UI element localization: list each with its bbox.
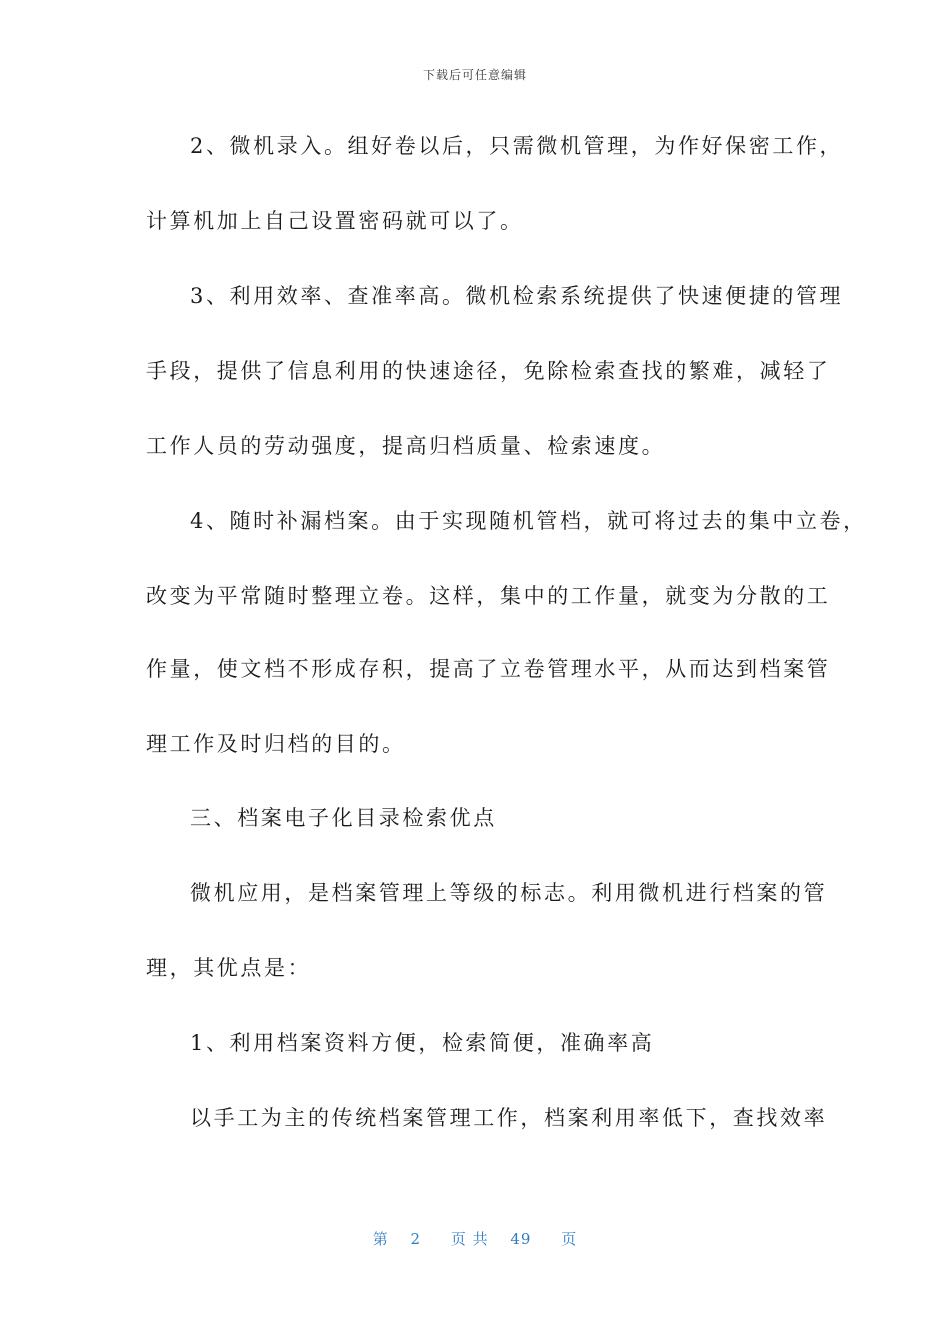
body-line-7: 改变为平常随时整理立卷。这样，集中的工作量，就变为分散的工 (146, 584, 831, 608)
body-line-12: 理，其优点是： (146, 956, 312, 980)
body-line-2: 计算机加上自己设置密码就可以了。 (146, 209, 524, 233)
body-line-6: 4、随时补漏档案。由于实现随机管档，就可将过去的集中立卷， (190, 509, 867, 533)
footer-page-number: 2 (410, 1230, 422, 1248)
body-line-14: 以手工为主的传统档案管理工作，档案利用率低下，查找效率 (190, 1106, 828, 1130)
body-line-9: 理工作及时归档的目的。 (146, 732, 406, 756)
page-footer (0, 1228, 950, 1249)
footer-prefix: 第 (372, 1230, 389, 1248)
body-line-4: 手段，提供了信息利用的快速途径，免除检索查找的繁难，减轻了 (146, 359, 831, 383)
footer-suffix: 页 (561, 1230, 578, 1248)
body-line-5: 工作人员的劳动强度，提高归档质量、检索速度。 (146, 434, 666, 458)
body-line-3: 3、利用效率、查准率高。微机检索系统提供了快速便捷的管理 (190, 284, 844, 308)
section-heading: 三、档案电子化目录检索优点 (190, 806, 497, 830)
body-line-13: 1、利用档案资料方便，检索简便，准确率高 (190, 1031, 655, 1055)
footer-middle: 页 共 (450, 1230, 489, 1248)
body-line-1: 2、微机录入。组好卷以后，只需微机管理，为作好保密工作， (190, 134, 844, 158)
body-line-11: 微机应用，是档案管理上等级的标志。利用微机进行档案的管 (190, 881, 828, 905)
page-header: 下载后可任意编辑 (422, 68, 527, 82)
footer-total-pages: 49 (510, 1230, 532, 1248)
body-line-8: 作量，使文档不形成存积，提高了立卷管理水平，从而达到档案管 (146, 657, 831, 681)
